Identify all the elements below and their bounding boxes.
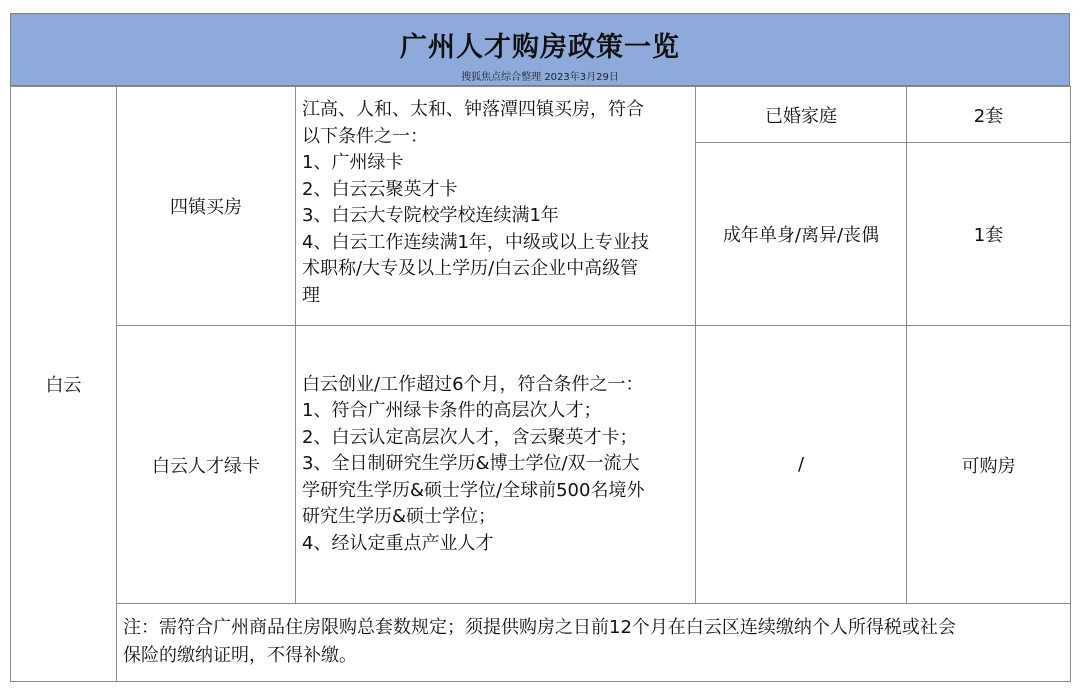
policy-table [10, 86, 1071, 682]
household-category-cell: 成年单身/离异/丧偶 [696, 143, 907, 326]
condition-line: 4、白云工作连续满1年，中级或以上专业技 [302, 231, 649, 253]
source-caption: 搜狐焦点综合整理 2023年3月29日 [461, 72, 619, 83]
condition-line: 3、白云大专院校学校连续满1年 [302, 205, 559, 226]
condition-line: 3、全日制研究生学历&博士学位/双一流大 [302, 453, 640, 475]
condition-line: 4、经认定重点产业人才 [302, 532, 494, 554]
conditions-cell [296, 326, 696, 604]
conditions-cell [296, 87, 696, 326]
household-category-cell: 已婚家庭 [696, 87, 907, 143]
condition-line: 理 [302, 284, 320, 306]
quota-cell: 2套 [907, 87, 1071, 143]
table-row [11, 87, 1071, 143]
note-line: 注：需符合广州商品住房限购总套数规定；须提供购房之日前12个月在白云区连续缴纳个人所得税或社会 [123, 617, 956, 638]
section-name-cell: 白云人才绿卡 [117, 326, 296, 604]
district-cell: 白云 [11, 87, 117, 682]
condition-line: 江高、人和、太和、钟落潭四镇买房，符合 [302, 99, 644, 120]
household-category-cell: / [696, 326, 907, 604]
note-line: 保险的缴纳证明，不得补缴。 [123, 645, 357, 666]
page-title: 广州人才购房政策一览 [400, 32, 680, 63]
condition-line: 白云创业/工作超过6个月，符合条件之一： [302, 373, 644, 395]
note-cell [117, 604, 1071, 682]
condition-line: 2、白云云聚英才卡 [302, 178, 458, 200]
quota-cell: 1套 [907, 143, 1071, 326]
table-row [11, 604, 1071, 682]
condition-line: 学研究生学历&硕士学位/全球前500名境外 [302, 479, 645, 501]
header-banner [10, 13, 1070, 86]
table-row [11, 326, 1071, 604]
condition-line: 以下条件之一： [302, 125, 428, 147]
condition-line: 1、符合广州绿卡条件的高层次人才； [302, 400, 602, 422]
condition-line: 术职称/大专及以上学历/白云企业中高级管 [302, 258, 639, 279]
condition-line: 1、广州绿卡 [302, 152, 404, 173]
quota-cell: 可购房 [907, 326, 1071, 604]
condition-line: 研究生学历&硕士学位； [302, 506, 497, 528]
condition-line: 2、白云认定高层次人才，含云聚英才卡； [302, 426, 638, 448]
section-name-cell: 四镇买房 [117, 87, 296, 326]
